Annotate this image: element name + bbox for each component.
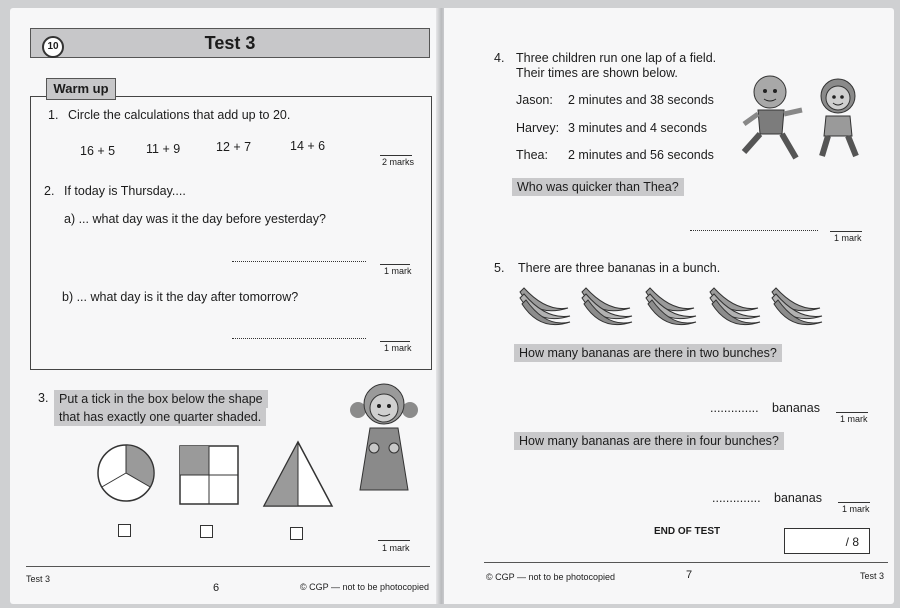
- running-girl-icon: [808, 76, 868, 160]
- q1-number: 1.: [48, 108, 59, 122]
- q2-text: If today is Thursday....: [64, 184, 186, 198]
- q4-number: 4.: [494, 51, 505, 65]
- right-footer-line: [484, 562, 888, 563]
- tick-box-square[interactable]: [200, 525, 213, 538]
- square-shape-icon: [178, 444, 240, 506]
- q4-name-3: Thea:: [516, 148, 548, 162]
- q4-name-2: Harvey:: [516, 121, 560, 135]
- q4-line-1: Three children run one lap of a field.: [516, 51, 717, 65]
- running-boy-icon: [738, 72, 808, 164]
- q4-time-3: 2 minutes and 56 seconds: [568, 148, 714, 162]
- left-footer-copyright: © CGP — not to be photocopied: [300, 582, 430, 592]
- q3-number: 3.: [38, 391, 49, 405]
- banana-bunch-icon: [516, 284, 572, 328]
- left-footer-line: [26, 566, 430, 567]
- q4-marks: 1 mark: [834, 233, 862, 243]
- q1-mark-line: [380, 155, 412, 156]
- score-box[interactable]: [784, 528, 870, 554]
- q4-name-1: Jason:: [516, 93, 553, 107]
- q5-answer-2-unit: bananas: [774, 491, 822, 505]
- q5-mark-line-1: [836, 412, 868, 413]
- q4-time-2: 3 minutes and 4 seconds: [568, 121, 707, 135]
- end-of-test: END OF TEST: [654, 526, 721, 537]
- timer-badge: 10: [42, 36, 64, 58]
- girl-illustration-icon: [348, 378, 420, 500]
- q5-answer-2-dots[interactable]: ..............: [712, 491, 761, 505]
- q1-option-3[interactable]: 12 + 7: [216, 140, 252, 154]
- left-page-number: 6: [213, 582, 220, 594]
- banana-bunch-icon: [768, 284, 824, 328]
- left-footer-label: Test 3: [26, 574, 51, 584]
- q2b-answer-line[interactable]: [232, 338, 366, 339]
- q5-answer-1-unit: bananas: [772, 401, 820, 415]
- right-footer-copyright: © CGP — not to be photocopied: [486, 572, 616, 582]
- q1-option-1[interactable]: 16 + 5: [80, 144, 116, 158]
- q2b-mark-line: [380, 341, 410, 342]
- q5-answer-1-dots[interactable]: ..............: [710, 401, 759, 415]
- right-page-number: 7: [686, 569, 693, 581]
- q5-marks-2: 1 mark: [842, 504, 870, 514]
- banana-row: [516, 284, 826, 330]
- q1-option-4[interactable]: 14 + 6: [290, 139, 326, 153]
- q3-line-2: that has exactly one quarter shaded.: [54, 408, 266, 426]
- q1-text: Circle the calculations that add up to 20.: [68, 108, 291, 122]
- q2a-mark-line: [380, 264, 410, 265]
- q2b-marks: 1 mark: [384, 343, 412, 353]
- q5-question-2: How many bananas are there in four bunches?: [514, 432, 784, 450]
- q5-question-1: How many bananas are there in two bunches?: [514, 344, 782, 362]
- banana-bunch-icon: [578, 284, 634, 328]
- q4-answer-line[interactable]: [690, 230, 818, 231]
- q1-marks: 2 marks: [382, 157, 415, 167]
- banana-bunch-icon: [642, 284, 698, 328]
- q2a-answer-line[interactable]: [232, 261, 366, 262]
- q2a-marks: 1 mark: [384, 266, 412, 276]
- q5-number: 5.: [494, 261, 505, 275]
- page-title: Test 3: [204, 33, 256, 53]
- q3-mark-line: [378, 540, 410, 541]
- q4-line-2: Their times are shown below.: [516, 66, 678, 80]
- q1-option-2[interactable]: 11 + 9: [146, 142, 181, 156]
- tick-box-circle[interactable]: [118, 524, 131, 537]
- circle-shape-icon: [96, 440, 156, 506]
- banana-bunch-icon: [706, 284, 762, 328]
- q3-line-1: Put a tick in the box below the shape: [54, 390, 268, 408]
- q2a-text: a) ... what day was it the day before yesterday?: [64, 212, 326, 226]
- q2-number: 2.: [44, 184, 55, 198]
- q5-marks-1: 1 mark: [840, 414, 868, 424]
- score-total: / 8: [845, 535, 859, 549]
- q4-time-1: 2 minutes and 38 seconds: [568, 93, 714, 107]
- warm-up-box: [30, 96, 432, 370]
- q5-text: There are three bananas in a bunch.: [518, 261, 721, 275]
- right-footer-label: Test 3: [860, 571, 885, 581]
- q3-marks: 1 mark: [382, 543, 410, 553]
- triangle-shape-icon: [262, 440, 334, 508]
- tick-box-triangle[interactable]: [290, 527, 303, 540]
- q4-question: Who was quicker than Thea?: [512, 178, 684, 196]
- q4-mark-line: [830, 231, 862, 232]
- warm-up-tab: Warm up: [46, 78, 116, 100]
- q5-mark-line-2: [838, 502, 870, 503]
- q2b-text: b) ... what day is it the day after tomorrow?: [62, 290, 299, 304]
- test-title-bar: [30, 28, 430, 58]
